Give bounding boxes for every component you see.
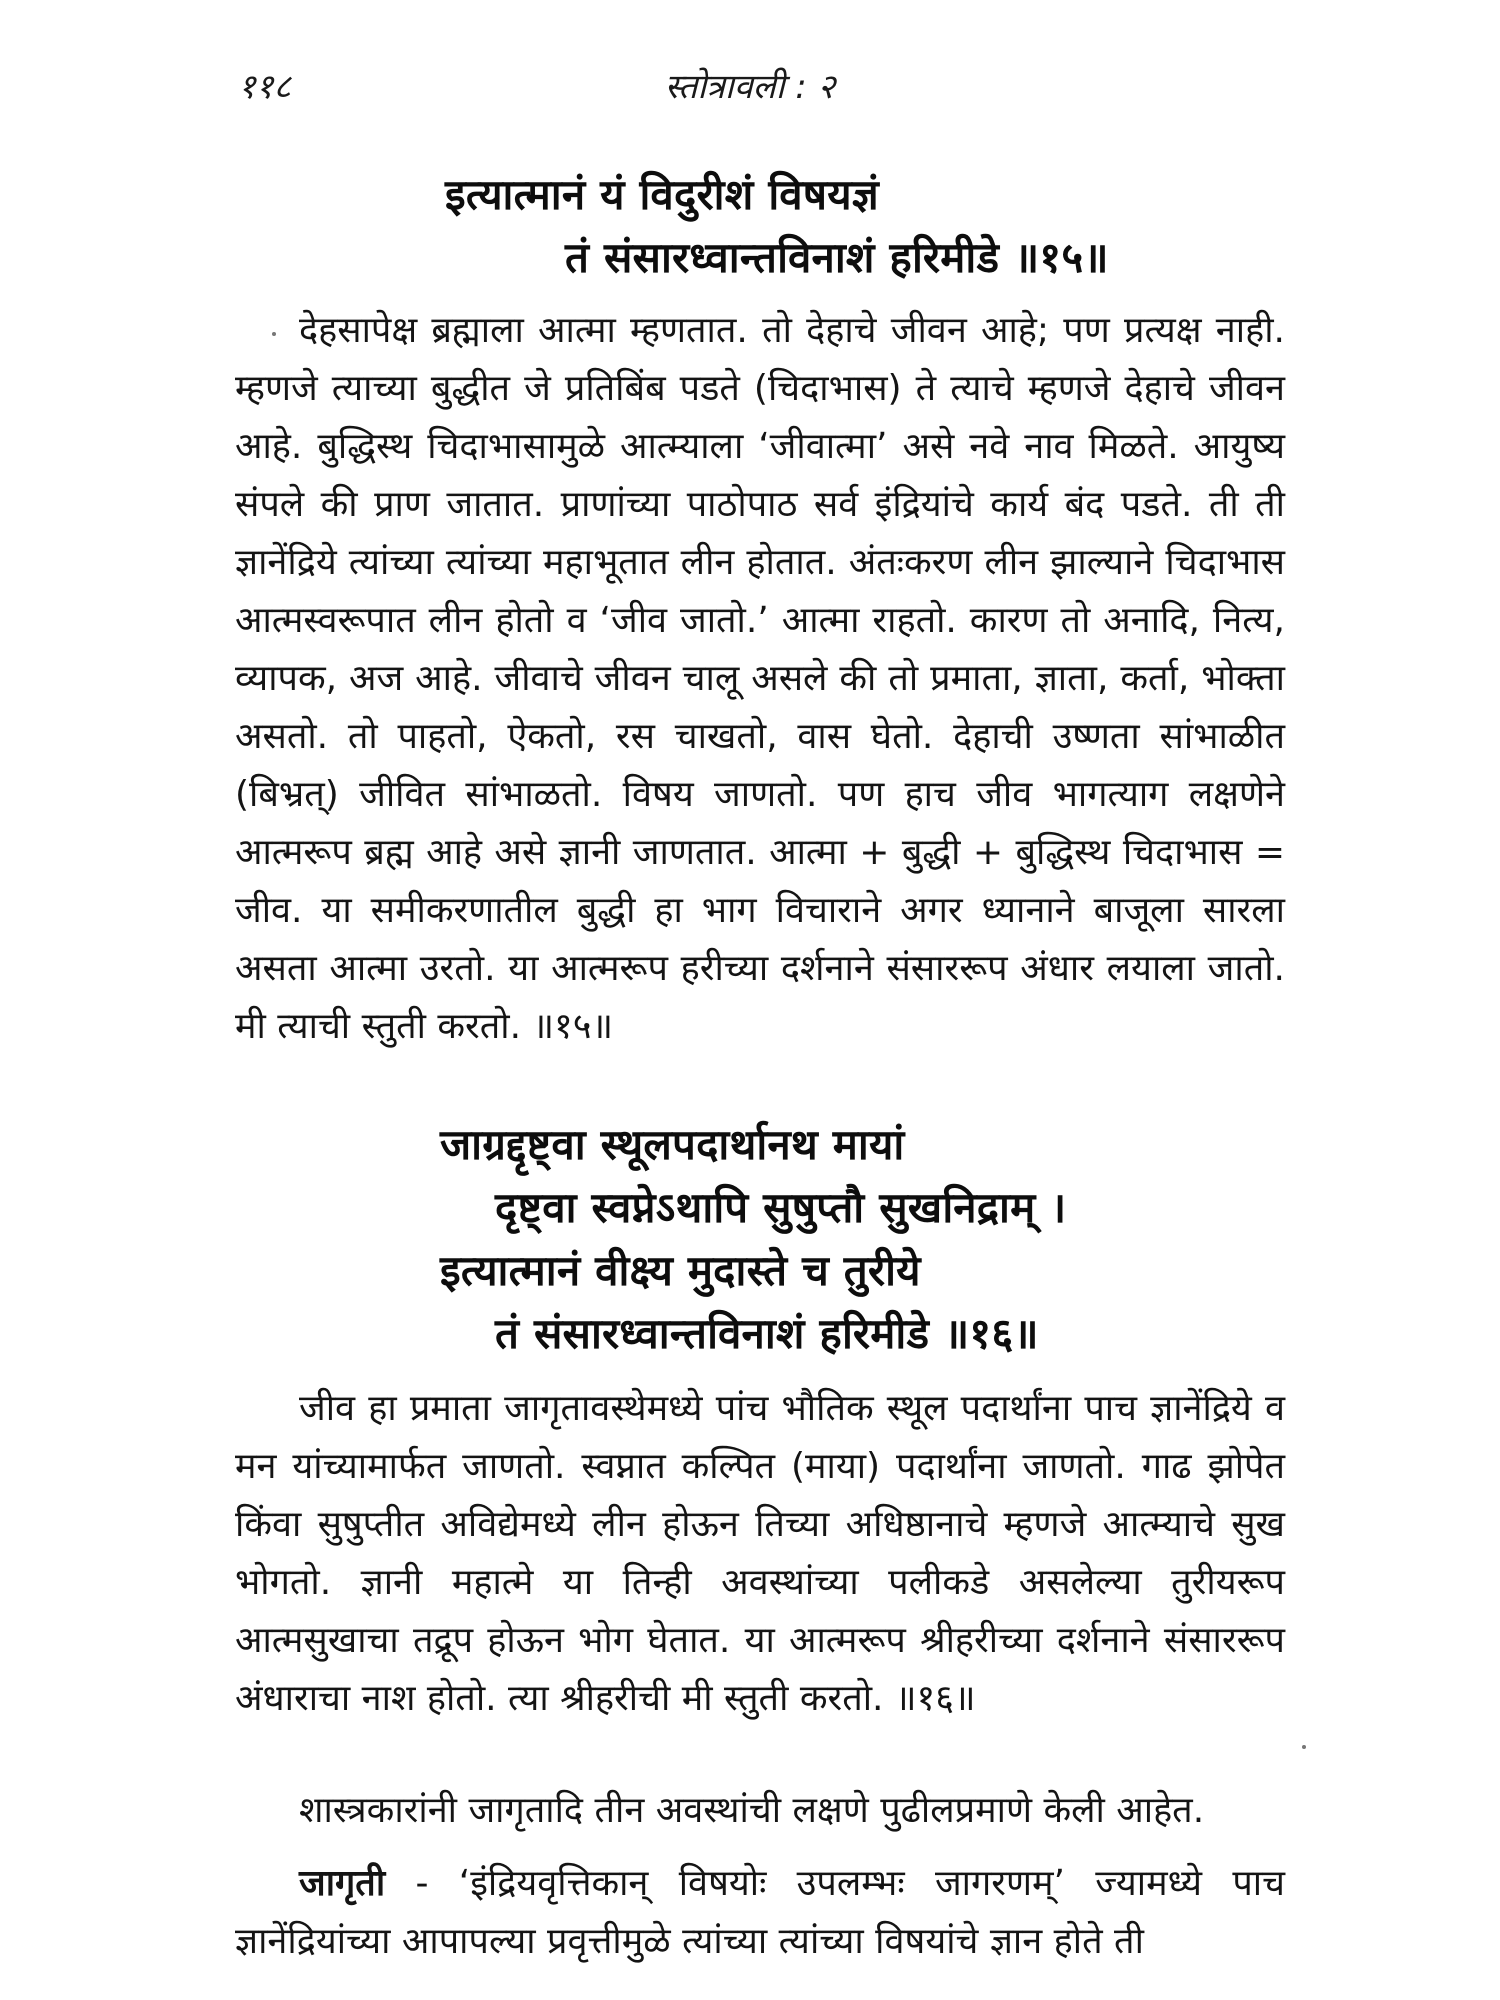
verse-16-line-3: इत्यात्मानं वीक्ष्य मुदास्ते च तुरीये [440,1246,921,1295]
scan-speck [1302,1745,1306,1749]
running-title: स्तोत्रावली : २ [664,67,836,107]
verse-16-line-4: तं संसारध्वान्तविनाशं हरिमीडे ॥१६॥ [495,1309,1039,1358]
states-intro-text: शास्त्रकारांनी जागृतादि तीन अवस्थांची लक्षणे पुढीलप्रमाणे केली आहेत. [299,1790,1205,1831]
commentary-15-text: देहसापेक्ष ब्रह्माला आत्मा म्हणतात. तो देहाचे जीवन आहे; पण प्रत्यक्ष नाही. म्हणजे त्याच्या बुद्धीत जे प्रतिबिंब पडते (चिदाभास) ते त्याचे म्हणजे देहाचे जीवन आहे. बुद्धिस्थ चिदाभासामुळे आत्म्याला ‘जीवात्मा’ असे नवे नाव मिळते. आयुष्य संपले की प्राण जातात. प्राणांच्या पाठोपाठ सर्व इंद्रियांचे कार्य बंद पडते. ती ती ज्ञानेंद्रिये त्यांच्या त्यांच्या महाभूतात लीन होतात. अंतःकरण लीन झाल्याने चिदाभास आत्मस्वरूपात लीन होतो व ‘जीव जातो.’ आत्मा राहतो. कारण तो अनादि, नित्य, व्यापक, अज आहे. जीवाचे जीवन चालू असले की तो प्रमाता, ज्ञाता, कर्ता, भोक्ता असतो. तो पाहतो, ऐकतो, रस चाखतो, वास घेतो. देहाची उष्णता सांभाळीत (बिभ्रत्) जीवित सांभाळतो. विषय जाणतो. पण हाच जीव भागत्याग लक्षणेने आत्मरूप ब्रह्म आहे असे ज्ञानी जाणतात. आत्मा + बुद्धी + बुद्धिस्थ चिदाभास = जीव. या समीकरणातील बुद्धी हा भाग विचाराने अगर ध्यानाने बाजूला सारला असता आत्मा उरतो. या आत्मरूप हरीच्या दर्शनाने संसाररूप अंधार लयाला जातो. मी त्याची स्तुती करतो. ॥१५॥ [235,310,1285,1047]
verse-15-line-1: इत्यात्मानं यं विदुरीशं विषयज्ञं [445,170,879,219]
jagruti-text: ‘इंद्रियवृत्तिकान् विषयोः उपलम्भः जागरणम्’ ज्यामध्ये पाच ज्ञानेंद्रियांच्या आपापल्या प्रवृत्तीमुळे त्यांच्या त्यांच्या विषयांचे ज्ञान होते ती [235,1863,1285,1962]
jagruti-separator: - [385,1863,459,1904]
verse-16-line-1: जाग्रद्दृष्ट्वा स्थूलपदार्थानथ मायां [440,1120,905,1169]
scan-speck [272,332,276,336]
verse-16-line-2: दृष्ट्वा स्वप्नेऽथापि सुषुप्तौ सुखनिद्राम् । [495,1183,1067,1232]
commentary-16 [235,1380,1285,1728]
states-intro [235,1782,1285,1840]
commentary-15 [235,302,1285,1056]
page-number: ११८ [238,67,292,107]
verse-15-line-2: तं संसारध्वान्तविनाशं हरिमीडे ॥१५॥ [565,233,1109,282]
commentary-16-text: जीव हा प्रमाता जागृतावस्थेमध्ये पांच भौतिक स्थूल पदार्थांना पाच ज्ञानेंद्रिये व मन यांच्यामार्फत जाणतो. स्वप्नात कल्पित (माया) पदार्थांना जाणतो. गाढ झोपेत किंवा सुषुप्तीत अविद्येमध्ये लीन होऊन तिच्या अधिष्ठानाचे म्हणजे आत्म्याचे सुख भोगतो. ज्ञानी महात्मे या तिन्ही अवस्थांच्या पलीकडे असलेल्या तुरीयरूप आत्मसुखाचा तद्रूप होऊन भोग घेतात. या आत्मरूप श्रीहरीच्या दर्शनाने संसाररूप अंधाराचा नाश होतो. त्या श्रीहरीची मी स्तुती करतो. ॥१६॥ [235,1388,1285,1719]
jagruti-definition [235,1855,1285,1971]
jagruti-term: जागृती [299,1863,386,1904]
